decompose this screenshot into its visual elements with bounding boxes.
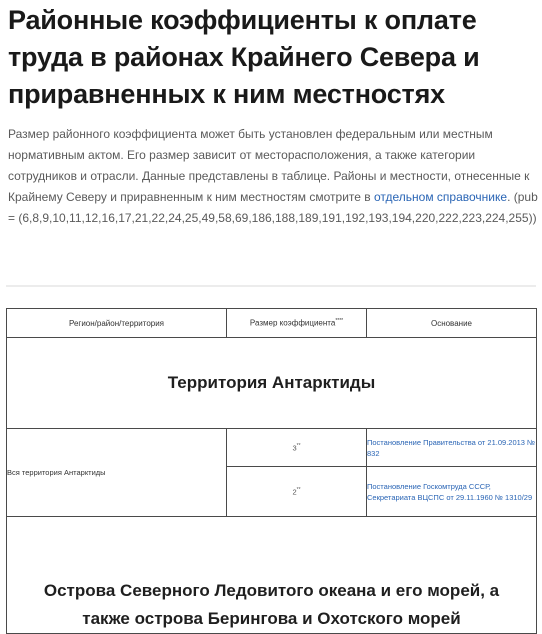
header-basis: Основание: [367, 309, 537, 338]
basis-link[interactable]: Постановление Правительства от 21.09.2013 № 832: [367, 429, 537, 467]
basis-link[interactable]: Постановление Госкомтруда СССР, Секретариата ВЦСПС от 29.11.1960 № 1310/29: [367, 467, 537, 517]
table-row: [7, 429, 537, 467]
section-title-cell: [7, 338, 537, 429]
table-section-row: [7, 517, 537, 634]
reference-link[interactable]: отдельном справочнике: [374, 190, 508, 204]
table-section-row: [7, 338, 537, 429]
section-title: Острова Северного Ледовитого океана и его морей, а также острова Берингова и Охотского морей: [43, 581, 500, 628]
section-divider: [6, 285, 536, 287]
intro-tail: . (pub = (6,8,9,10,11,12,16,17,21,22,24,25,49,58,69,186,188,189,191,192,193,194,220,222,223,224,255)): [8, 190, 538, 225]
intro-paragraph: [8, 124, 538, 229]
page-title: Районные коэффициенты к оплате труда в районах Крайнего Севера и приравненных к ним местностях: [8, 5, 480, 109]
header-coefficient: Размер коэффициента****: [227, 309, 367, 338]
section-title: Территория Антарктиды: [167, 373, 376, 392]
section-title-cell: [7, 517, 537, 634]
header-region: Регион/район/территория: [7, 309, 227, 338]
table-header-row: [7, 309, 537, 338]
coefficient-cell: 2**: [227, 467, 367, 517]
region-cell: Вся территория Антарктиды: [7, 429, 227, 517]
intro-text: Размер районного коэффициента может быть установлен федеральным или местным нормативным актом. Его размер зависит от месторасположения, а также категории сотрудников и отрасли. Данные представлены в таблице. Районы и местности, отнесенные к Крайнему Северу и приравненным к ним местностям смотрите в: [8, 127, 530, 204]
coefficient-cell: 3**: [227, 429, 367, 467]
coefficient-table: [6, 308, 537, 634]
